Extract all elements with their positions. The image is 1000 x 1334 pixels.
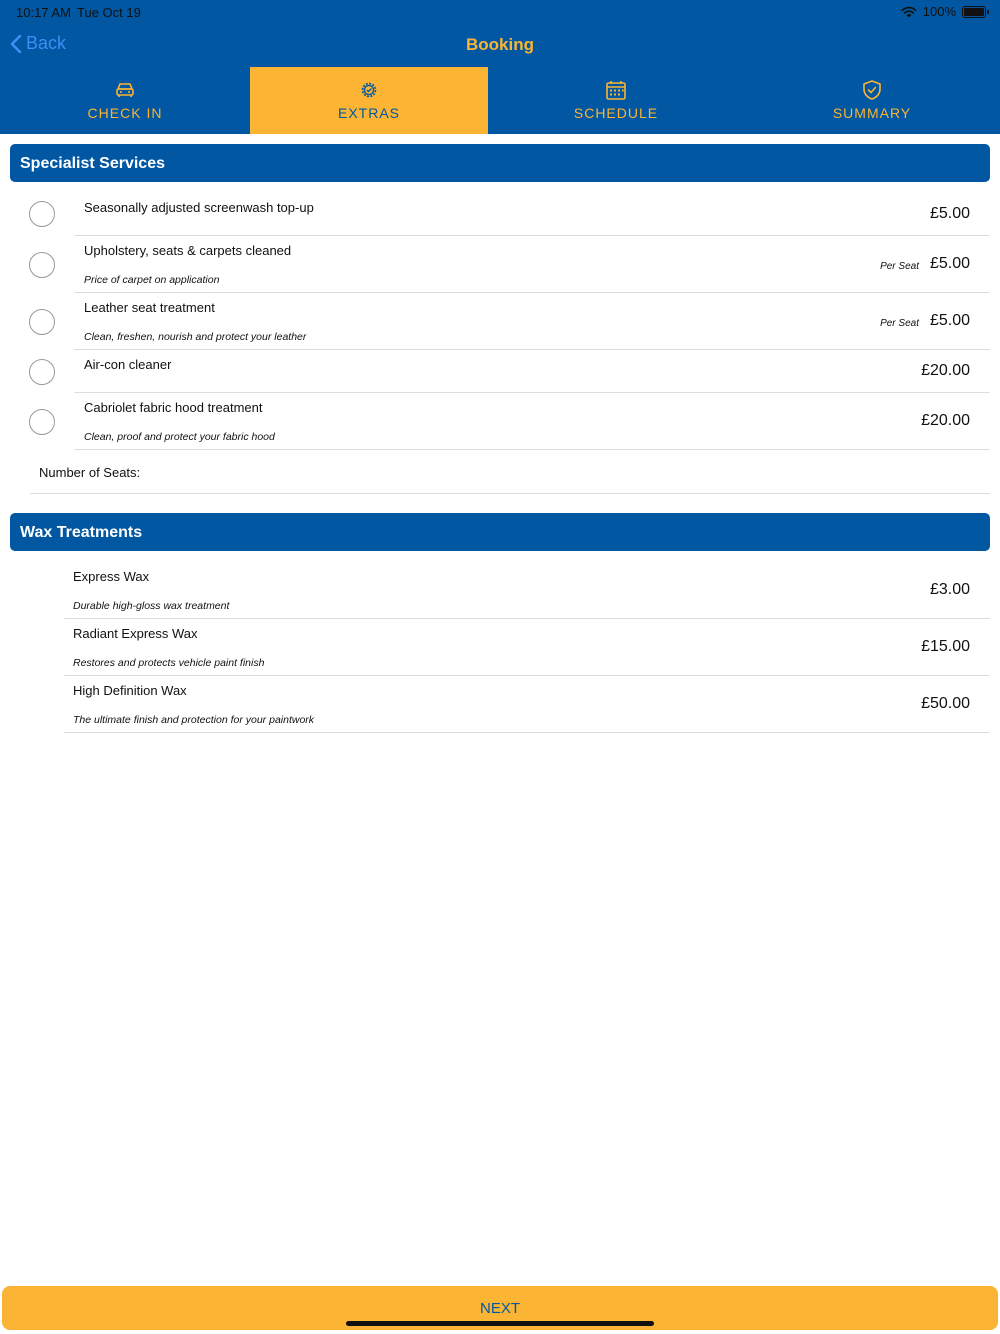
service-name: Cabriolet fabric hood treatment bbox=[84, 400, 263, 415]
service-price: £5.00 bbox=[929, 205, 970, 222]
service-price: £5.00 bbox=[929, 312, 970, 329]
wax-row[interactable] bbox=[0, 562, 1000, 619]
radio-button[interactable] bbox=[29, 201, 55, 227]
back-label: Back bbox=[26, 33, 67, 53]
navigation-bar bbox=[0, 24, 1000, 68]
status-time: 10:17 AM bbox=[16, 5, 71, 20]
service-row[interactable] bbox=[0, 183, 1000, 236]
tab-extras[interactable] bbox=[250, 67, 488, 134]
wax-price: £15.00 bbox=[921, 638, 970, 655]
wax-row[interactable] bbox=[0, 619, 1000, 676]
service-description: Clean, proof and protect your fabric hood bbox=[84, 431, 275, 443]
wax-price: £50.00 bbox=[921, 695, 970, 712]
radio-button[interactable] bbox=[29, 309, 55, 335]
tab-schedule[interactable] bbox=[488, 67, 744, 134]
section-title: Specialist Services bbox=[20, 155, 165, 172]
radio-button[interactable] bbox=[29, 252, 55, 278]
service-row[interactable] bbox=[0, 350, 1000, 393]
radio-button[interactable] bbox=[29, 359, 55, 385]
wax-row[interactable] bbox=[0, 676, 1000, 733]
section-header-specialist bbox=[10, 144, 990, 182]
status-date: Tue Oct 19 bbox=[77, 5, 141, 20]
wax-description: The ultimate finish and protection for your paintwork bbox=[73, 714, 315, 726]
service-row[interactable] bbox=[0, 293, 1000, 350]
car-icon bbox=[114, 80, 136, 100]
tab-summary[interactable] bbox=[744, 67, 1000, 134]
status-right bbox=[901, 4, 986, 19]
service-row[interactable] bbox=[0, 236, 1000, 293]
tab-bar bbox=[0, 67, 1000, 134]
radio-button[interactable] bbox=[29, 409, 55, 435]
calendar-icon bbox=[605, 80, 627, 100]
service-price: £5.00 bbox=[929, 255, 970, 272]
gear-icon bbox=[358, 80, 380, 100]
service-description: Clean, freshen, nourish and protect your leather bbox=[84, 331, 307, 343]
row-divider bbox=[74, 449, 990, 450]
service-price: £20.00 bbox=[921, 362, 970, 379]
row-divider bbox=[64, 732, 990, 733]
wax-description: Durable high-gloss wax treatment bbox=[73, 600, 230, 612]
service-name: Leather seat treatment bbox=[84, 300, 215, 315]
tab-label: SCHEDULE bbox=[573, 105, 659, 121]
status-bar bbox=[0, 0, 1000, 24]
wax-name: Radiant Express Wax bbox=[73, 626, 198, 641]
price-unit: Per Seat bbox=[880, 261, 919, 272]
shield-check-icon bbox=[861, 80, 883, 100]
tab-label: SUMMARY bbox=[832, 105, 912, 121]
section-title: Wax Treatments bbox=[20, 524, 143, 541]
page-title: Booking bbox=[466, 35, 534, 54]
price-unit: Per Seat bbox=[880, 318, 919, 329]
tab-label: EXTRAS bbox=[337, 105, 400, 121]
home-indicator bbox=[346, 1321, 654, 1326]
row-divider bbox=[30, 493, 990, 494]
wax-name: Express Wax bbox=[73, 569, 150, 584]
wifi-icon bbox=[901, 6, 917, 18]
wax-description: Restores and protects vehicle paint finish bbox=[73, 657, 265, 669]
wax-price: £3.00 bbox=[929, 581, 970, 598]
service-row[interactable] bbox=[0, 393, 1000, 450]
service-price: £20.00 bbox=[921, 412, 970, 429]
battery-icon bbox=[962, 6, 986, 18]
service-description: Price of carpet on application bbox=[84, 274, 220, 286]
battery-percent: 100% bbox=[922, 4, 956, 19]
wax-name: High Definition Wax bbox=[73, 683, 187, 698]
service-name: Seasonally adjusted screenwash top-up bbox=[84, 200, 314, 215]
next-label: NEXT bbox=[479, 1300, 520, 1317]
section-header-wax bbox=[10, 513, 990, 551]
number-of-seats-label: Number of Seats: bbox=[39, 465, 141, 480]
service-name: Upholstery, seats & carpets cleaned bbox=[84, 243, 292, 258]
tab-check-in[interactable] bbox=[0, 67, 250, 134]
service-name: Air-con cleaner bbox=[84, 357, 172, 372]
tab-label: CHECK IN bbox=[87, 105, 163, 121]
